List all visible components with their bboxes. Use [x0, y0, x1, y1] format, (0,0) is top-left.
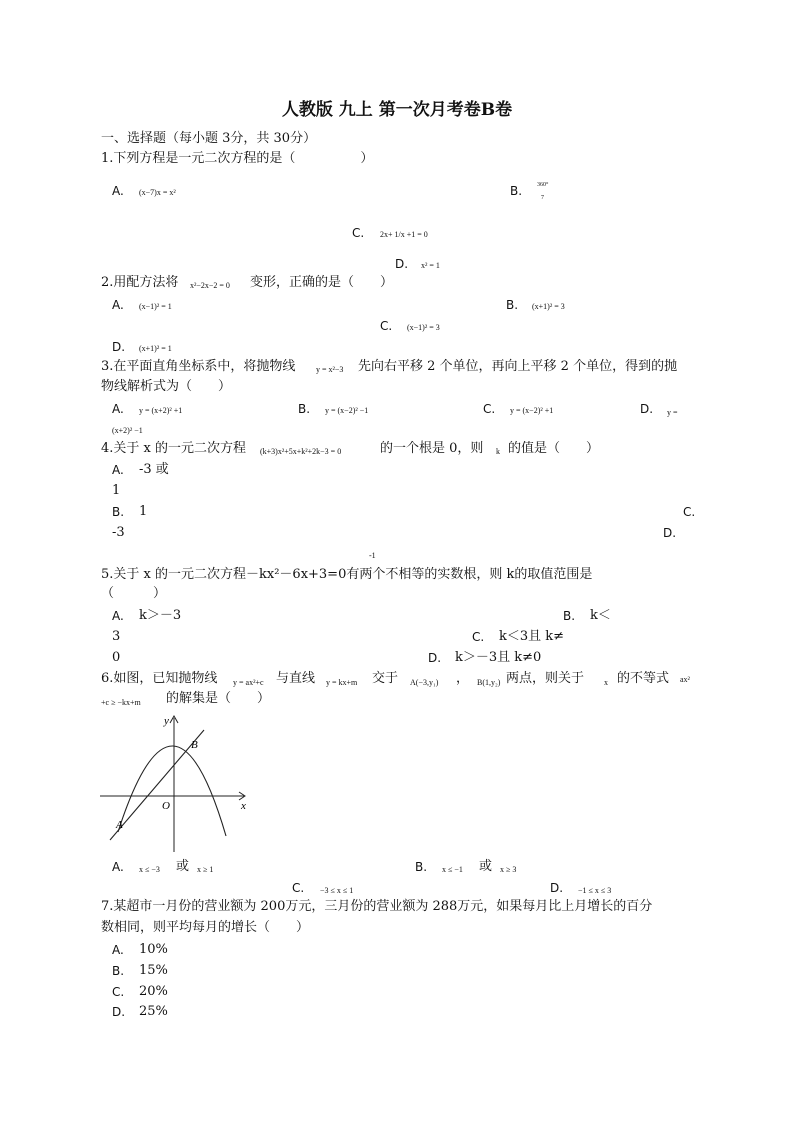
q7-option-b-label: B.: [112, 964, 125, 978]
q6-stem-d: ，: [456, 671, 470, 686]
q3-stem-b: 先向右平移 2 个单位，再向上平移 2 个单位，得到的抛: [358, 359, 678, 374]
q7-option-c-label: C.: [112, 985, 125, 999]
q2-option-b-label: B.: [506, 298, 519, 312]
q3-option-a-label: A.: [112, 402, 124, 416]
q6-stem-e: 两点，则关于: [506, 671, 585, 686]
q6-stem-b: 与直线: [276, 671, 316, 686]
q5-option-d-label: D.: [428, 651, 442, 665]
q1-option-a-math: (x−7)x = x²: [139, 188, 176, 197]
q4-option-c-cont: -3: [112, 525, 125, 540]
q3-option-a-math: y = (x+2)² +1: [139, 406, 183, 415]
q4-option-b-label: B.: [112, 505, 125, 519]
figure-axes: [100, 716, 245, 852]
q7-option-d-label: D.: [112, 1005, 126, 1019]
figure-label-y: y: [164, 715, 169, 727]
q6-stem-math-4: B(1,y₂): [477, 678, 501, 687]
q7-option-c-text: 20%: [139, 984, 168, 999]
q6-stem-math-5: x: [604, 678, 608, 687]
q1-option-c-math: 2x+ 1/x +1 = 0: [380, 230, 428, 239]
q1-option-b-label: B.: [510, 184, 523, 198]
q1-option-d-label: D.: [395, 257, 409, 271]
q3-option-b-label: B.: [298, 402, 311, 416]
q1-option-b-math-top: 360°: [537, 182, 549, 188]
q5-option-c-cont: 0: [112, 650, 121, 665]
q6-figure: [96, 712, 256, 857]
q2-stem-b: 变形，正确的是（ ）: [250, 275, 394, 290]
q7-option-b-text: 15%: [139, 963, 168, 978]
q4-option-a-label: A.: [112, 463, 124, 477]
q6-option-b-math-1: x ≤ −1: [442, 865, 463, 874]
q3-option-d-cont: (x+2)² −1: [112, 426, 143, 435]
q6-option-d-math: −1 ≤ x ≤ 3: [578, 886, 612, 895]
line-curve: [110, 730, 204, 840]
q4-option-b-text: 1: [139, 504, 148, 519]
q5-option-b-text: k＜: [590, 608, 611, 623]
q1-option-c-label: C.: [352, 226, 365, 240]
q4-option-a-cont: 1: [112, 483, 121, 498]
figure-label-a: A: [116, 819, 123, 831]
q7-option-a-text: 10%: [139, 942, 168, 957]
q1-option-b-math-bottom: 7: [541, 195, 544, 201]
q6-stem-c: 交于: [372, 671, 399, 686]
q3-option-d-math: y =: [667, 408, 678, 417]
q6-option-a-math-2: x ≥ 1: [197, 865, 214, 874]
q6-option-b-label: B.: [415, 860, 428, 874]
q4-option-d-label: D.: [663, 526, 677, 540]
q4-stem-k: k: [496, 447, 500, 456]
q5-option-a-label: A.: [112, 609, 124, 623]
q5-option-c-label: C.: [472, 630, 485, 644]
q6-stem-math-1: y = ax²+c: [233, 678, 264, 687]
q6-stem-line2-math: +c ≥ −kx+m: [101, 698, 141, 707]
q2-option-a-math: (x−1)² = 1: [139, 302, 172, 311]
q4-stem-math: (k+3)x²+5x+k²+2k−3 = 0: [260, 447, 342, 456]
q2-option-b-math: (x+1)² = 3: [532, 302, 565, 311]
figure-label-x: x: [241, 800, 246, 812]
q2-option-c-label: C.: [380, 319, 393, 333]
q5-option-c-text: k＜3且 k≠: [499, 629, 565, 644]
q2-stem-a: 2.用配方法将: [101, 275, 179, 290]
q7-option-d-text: 25%: [139, 1004, 168, 1019]
q4-stem-a: 4.关于 x 的一元二次方程: [101, 441, 246, 456]
q6-stem-math-6: ax²: [680, 675, 690, 684]
q7-stem: 7.某超市一月份的营业额为 200万元，三月份的营业额为 288万元，如果每月比上月增长的百分: [101, 899, 653, 914]
q2-option-c-math: (x−1)² = 3: [407, 323, 440, 332]
q6-option-b-math-2: x ≥ 3: [500, 865, 517, 874]
q6-stem-math-2: y = kx+m: [326, 678, 358, 687]
parabola-curve: [118, 746, 226, 836]
q5-stem-line2: （ ）: [101, 586, 167, 601]
q3-option-c-label: C.: [483, 402, 496, 416]
page-title: 人教版 九上 第一次月考卷B卷: [281, 100, 513, 120]
q5-option-b-label: B.: [563, 609, 576, 623]
q2-stem-math: x²−2x−2 = 0: [190, 281, 230, 290]
q5-option-b-cont: 3: [112, 629, 121, 644]
q6-option-c-math: −3 ≤ x ≤ 1: [320, 886, 354, 895]
q6-stem-math-3: A(−3,y₁): [410, 678, 439, 687]
q2-option-a-label: A.: [112, 298, 124, 312]
q7-stem-line2: 数相同，则平均每月的增长（ ）: [101, 920, 310, 935]
q5-option-d-text: k＞－3且 k≠0: [455, 650, 542, 665]
figure-label-origin: O: [162, 800, 170, 812]
q4-option-a-text: -3 或: [139, 462, 169, 477]
q3-stem-line2: 物线解析式为（ ）: [101, 379, 232, 394]
q6-stem-f: 的不等式: [617, 671, 670, 686]
q6-option-a-label: A.: [112, 860, 124, 874]
q4-stem-b: 的一个根是 0，则: [380, 441, 484, 456]
q1-option-a-label: A.: [112, 184, 124, 198]
q6-option-a-math-1: x ≤ −3: [139, 865, 160, 874]
q6-stem-a: 6.如图，已知抛物线: [101, 671, 218, 686]
q5-stem: 5.关于 x 的一元二次方程－kx²－6x+3=0有两个不相等的实数根，则 k的取值范围是: [101, 567, 593, 582]
q5-option-a-text: k＞－3: [139, 608, 182, 623]
figure-label-b: B: [191, 739, 198, 751]
q3-option-c-math: y = (x−2)² +1: [510, 406, 554, 415]
q6-option-a-or: 或: [176, 859, 190, 874]
q3-option-b-math: y = (x−2)² −1: [325, 406, 369, 415]
q7-option-a-label: A.: [112, 943, 124, 957]
q3-stem-a: 3.在平面直角坐标系中，将抛物线: [101, 359, 296, 374]
q1-stem: 1.下列方程是一元二次方程的是（ ）: [101, 151, 374, 166]
q3-option-d-label: D.: [640, 402, 654, 416]
section-heading: 一、选择题（每小题 3分，共 30分）: [101, 131, 317, 146]
q6-option-b-or: 或: [479, 859, 493, 874]
q3-stem-math: y = x²−3: [316, 365, 344, 374]
q1-option-d-math: x² = 1: [421, 261, 440, 270]
q6-stem-line2: 的解集是（ ）: [166, 691, 271, 706]
q2-option-d-label: D.: [112, 340, 126, 354]
q6-option-c-label: C.: [292, 881, 305, 895]
q4-option-c-label: C.: [683, 505, 696, 519]
q2-option-d-math: (x+1)² = 1: [139, 344, 172, 353]
q6-option-d-label: D.: [550, 881, 564, 895]
q4-stem-c: 的值是（ ）: [508, 441, 600, 456]
q4-option-d-cont: -1: [369, 551, 376, 560]
